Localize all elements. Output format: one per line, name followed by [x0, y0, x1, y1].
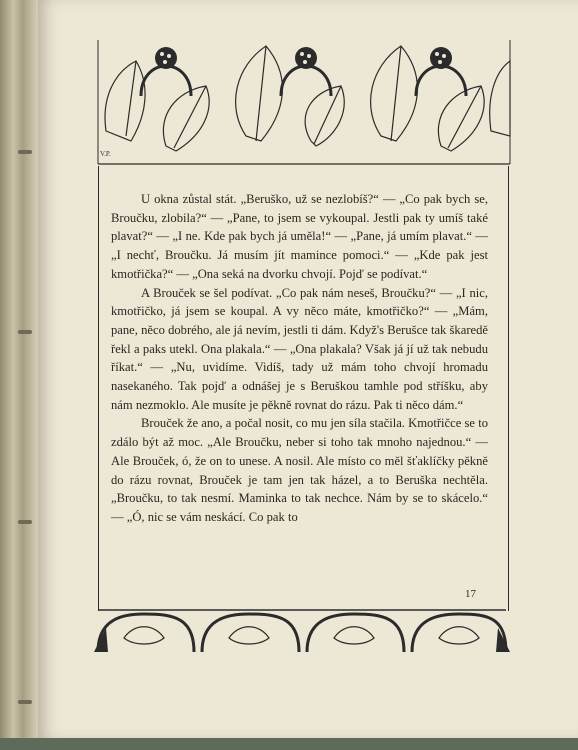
paragraph: Brouček že ano, a počal nosit, co mu jen síla stačila. Kmotřičce se to zdálo být až moc. „Ale Broučku, neber si toho tak mnoho najednou.“ — Ale Brouček, ó, že on to unese. A nosil. Ale místo co měl šťaklíčky pěkně do rázu rovnat, Brouček je tam jen tak házel, a to Beruška nechtěla. „Broučku, to tak nesmí. Maminka to tak nechce. Nám by se to skácelo.“ — „Ó, nic se vám neskácí. Co pak to	[111, 416, 488, 524]
frame-left-line	[98, 166, 99, 611]
binding-thread	[18, 150, 32, 154]
binding-thread	[18, 700, 32, 704]
paragraph: A Brouček se šel podívat. „Co pak nám neseš, Broučku?“ — „I nic, kmotřičko, já jsem se koupal. A vy něco máte, kmotřičko?“ — „Mám, pane, něco dobrého, ale já nevím, jestli ti dám. Když's Berušce tak škaredě řekl a paks utekl. Ona plakala.“ — „Ona plakala? Však já jí už tak nebudu říkat.“ — „Nu, uvidíme. Vidíš, tady už mám toho chvojí hromadu nasekaného. Tak pojď a odnášej je s Beruškou tamhle pod stříšku, aby nám nezmoklo. Ale musíte je pěkně rovnat do rázu. Pak ti něco dám.“	[111, 285, 488, 412]
frame-right-line	[508, 166, 509, 611]
illustrator-mark: V.P.	[100, 150, 111, 158]
book-binding	[0, 0, 38, 750]
page-text	[111, 190, 488, 527]
floral-tailpiece-ornament	[94, 608, 510, 654]
paragraph: U okna zůstal stát. „Beruško, už se nezlobíš?“ — „Co pak bych se, Broučku, zlobila?“ — „Pane, to jsem se vykoupal. Jestli pak ty umíš také plavat?“ — „I ne. Kde pak bych já uměla!“ — „Pane, já umím plavat.“ — „I nechť, Broučku. Já musím jít mamince pomoci.“ — „Kde pak jest kmotřička?“ — „Ona seká na dvorku chvojí. Pojď se podívat.“	[111, 192, 488, 281]
binding-thread	[18, 330, 32, 334]
floral-headpiece-ornament	[96, 36, 512, 166]
page-number: 17	[465, 588, 476, 600]
binding-thread	[18, 520, 32, 524]
book-cover-edge	[0, 738, 578, 750]
